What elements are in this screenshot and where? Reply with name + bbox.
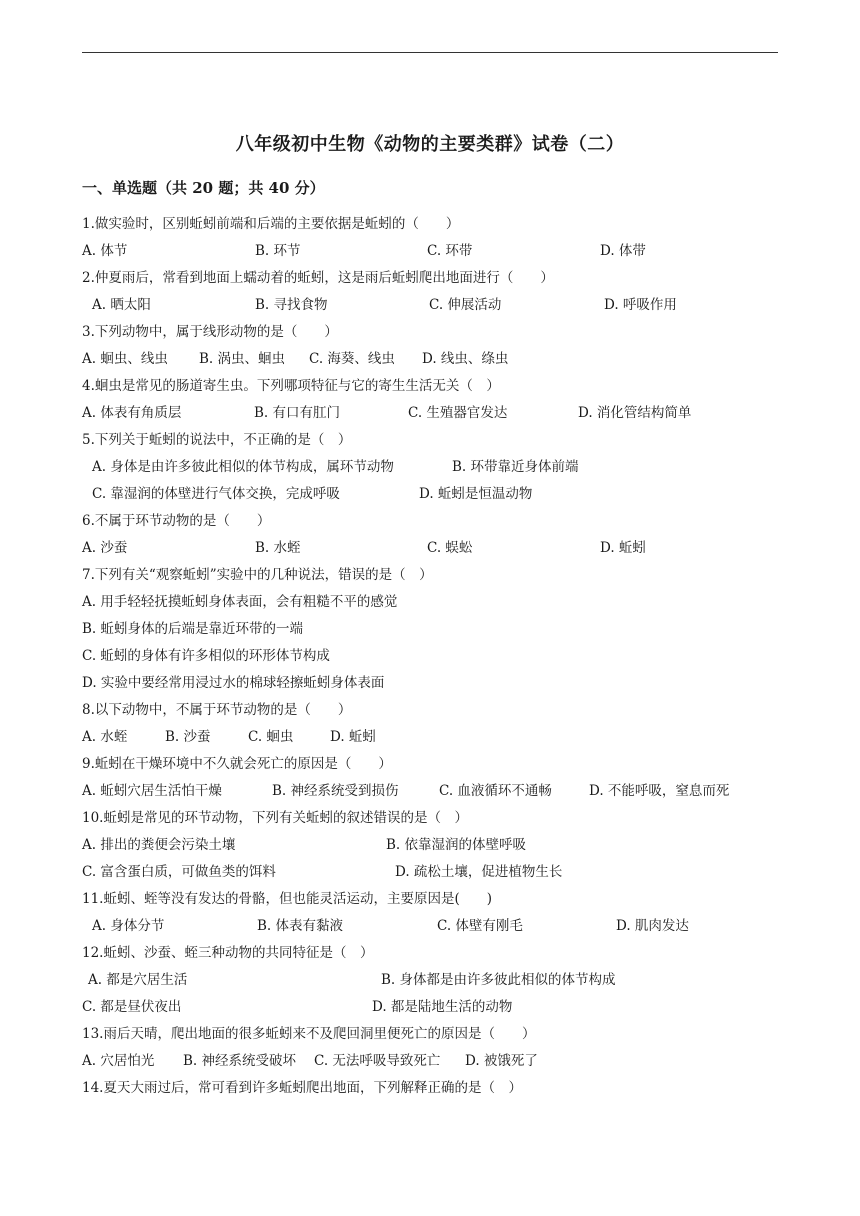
question-stem: 1.做实验时，区别蚯蚓前端和后端的主要依据是蚯蚓的（ ）: [82, 216, 460, 232]
option: B. 环带靠近身体前端: [452, 459, 579, 475]
option: D. 消化管结构简单: [578, 405, 692, 421]
question-stem: 8.以下动物中，不属于环节动物的是（ ）: [82, 702, 352, 718]
option: B. 水蛭: [255, 540, 301, 556]
option: D. 疏松土壤，促进植物生长: [395, 864, 563, 880]
option: D. 线虫、绦虫: [422, 351, 509, 367]
option: C. 伸展活动: [429, 297, 502, 313]
option: C. 血液循环不通畅: [439, 783, 552, 799]
option: D. 肌肉发达: [616, 918, 689, 934]
option: C. 富含蛋白质，可做鱼类的饵料: [82, 864, 276, 880]
option: D. 都是陆地生活的动物: [372, 999, 513, 1015]
option: D. 体带: [600, 243, 646, 259]
option: D. 呼吸作用: [604, 297, 677, 313]
option: A. 体节: [82, 243, 128, 259]
section-heading: 一、单选题（共 20 题；共 40 分）: [82, 179, 325, 197]
option: C. 无法呼吸导致死亡: [314, 1053, 441, 1069]
option: B. 蚯蚓身体的后端是靠近环带的一端: [82, 621, 304, 637]
option: B. 体表有黏液: [257, 918, 344, 934]
option: A. 晒太阳: [92, 297, 151, 313]
option: D. 蚯蚓: [330, 729, 376, 745]
option: A. 用手轻轻抚摸蚯蚓身体表面，会有粗糙不平的感觉: [82, 594, 398, 610]
question-stem: 9.蚯蚓在干燥环境中不久就会死亡的原因是（ ）: [82, 756, 392, 772]
option: C. 蜈蚣: [427, 540, 473, 556]
option: C. 生殖器官发达: [408, 405, 508, 421]
option: A. 蚯蚓穴居生活怕干燥: [82, 783, 222, 799]
question-stem: 13.雨后天晴，爬出地面的很多蚯蚓来不及爬回洞里便死亡的原因是（ ）: [82, 1026, 536, 1042]
question-stem: 10.蚯蚓是常见的环节动物，下列有关蚯蚓的叙述错误的是（ ）: [82, 810, 468, 826]
option: A. 排出的粪便会污染土壤: [82, 837, 236, 853]
question-stem: 3.下列动物中，属于线形动物的是（ ）: [82, 324, 338, 340]
option: B. 沙蚕: [165, 729, 211, 745]
option: C. 体壁有刚毛: [437, 918, 523, 934]
option: A. 蛔虫、线虫: [82, 351, 168, 367]
option: C. 蛔虫: [248, 729, 294, 745]
option: B. 神经系统受到损伤: [272, 783, 399, 799]
option: D. 蚯蚓: [600, 540, 646, 556]
option: B. 依靠湿润的体壁呼吸: [386, 837, 527, 853]
option: C. 海葵、线虫: [309, 351, 395, 367]
option: C. 蚯蚓的身体有许多相似的环形体节构成: [82, 648, 330, 664]
option: A. 身体分节: [92, 918, 165, 934]
option: C. 都是昼伏夜出: [82, 999, 182, 1015]
option: C. 环带: [427, 243, 473, 259]
option: D. 被饿死了: [465, 1053, 538, 1069]
option: A. 身体是由许多彼此相似的体节构成，属环节动物: [92, 459, 394, 475]
question-stem: 2.仲夏雨后，常看到地面上蠕动着的蚯蚓，这是雨后蚯蚓爬出地面进行（ ）: [82, 270, 554, 286]
question-stem: 12.蚯蚓、沙蚕、蛭三种动物的共同特征是（ ）: [82, 945, 374, 961]
option: D. 蚯蚓是恒温动物: [419, 486, 533, 502]
page-title: 八年级初中生物《动物的主要类群》试卷（二）: [235, 134, 625, 155]
question-stem: 5.下列关于蚯蚓的说法中，不正确的是（ ）: [82, 432, 352, 448]
option: A. 水蛭: [82, 729, 128, 745]
option: A. 体表有角质层: [82, 405, 182, 421]
question-stem: 7.下列有关“观察蚯蚓”实验中的几种说法，错误的是（ ）: [82, 567, 433, 583]
option: A. 穴居怕光: [82, 1053, 155, 1069]
option: B. 身体都是由许多彼此相似的体节构成: [381, 972, 616, 988]
question-stem: 6.不属于环节动物的是（ ）: [82, 513, 271, 529]
option: B. 有口有肛门: [254, 405, 341, 421]
question-stem: 4.蛔虫是常见的肠道寄生虫。下列哪项特征与它的寄生生活无关（ ）: [82, 378, 500, 394]
option: A. 都是穴居生活: [88, 972, 188, 988]
option: D. 实验中要经常用浸过水的棉球轻擦蚯蚓身体表面: [82, 675, 385, 691]
header-rule: [82, 52, 778, 53]
option: B. 寻找食物: [255, 297, 328, 313]
option: B. 神经系统受破坏: [183, 1053, 297, 1069]
question-stem: 11.蚯蚓、蛭等没有发达的骨骼，但也能灵活运动，主要原因是( ): [82, 891, 493, 907]
question-stem: 14.夏天大雨过后，常可看到许多蚯蚓爬出地面，下列解释正确的是（ ）: [82, 1080, 522, 1096]
option: C. 靠湿润的体壁进行气体交换，完成呼吸: [92, 486, 340, 502]
option: B. 涡虫、蛔虫: [199, 351, 286, 367]
option: A. 沙蚕: [82, 540, 128, 556]
option: D. 不能呼吸，窒息而死: [589, 783, 730, 799]
option: B. 环节: [255, 243, 301, 259]
